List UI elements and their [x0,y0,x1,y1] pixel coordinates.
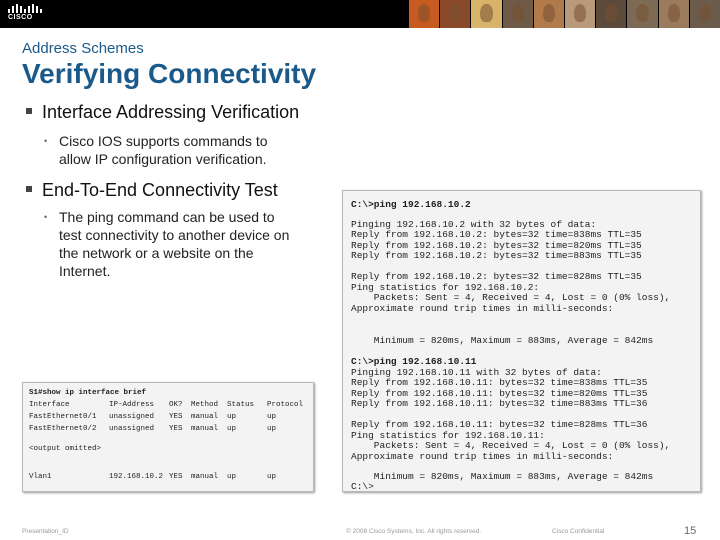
square-bullet-icon [26,186,32,192]
terminal-line: Reply from 192.168.10.2: bytes=32 time=828ms TTL=35 [351,271,642,282]
terminal-line: Reply from 192.168.10.2: bytes=32 time=838ms TTL=35 [351,229,642,240]
terminal-line: Packets: Sent = 4, Received = 4, Lost = 0 (0% loss), [351,292,671,303]
slide-title: Verifying Connectivity [22,58,317,89]
footer-copyright: © 2008 Cisco Systems, Inc. All rights reserved. [346,528,482,535]
terminal-line: Reply from 192.168.10.11: bytes=32 time=828ms TTL=36 [351,419,648,430]
terminal-line: Minimum = 820ms, Maximum = 883ms, Average = 842ms [351,471,654,482]
cisco-logo [8,4,44,24]
row2-method: manual [191,425,219,433]
header-photo [471,0,501,28]
terminal-line: Ping statistics for 192.168.10.11: [351,430,545,441]
vlan-status: up [227,473,237,481]
header-photo [659,0,689,28]
row2-protocol: up [267,425,277,433]
top-banner [0,0,720,28]
header-protocol: Protocol [267,401,304,409]
header-photo [627,0,657,28]
bullet-end-to-end [26,180,278,201]
header-ip-address: IP-Address [109,401,155,409]
row2-interface: FastEthernet0/2 [29,425,97,433]
header-photo [596,0,626,28]
terminal-line: Packets: Sent = 4, Received = 4, Lost = 0 (0% loss), [351,440,671,451]
terminal-line: C:\>ping 192.168.10.11 [351,356,477,367]
row1-ok: YES [169,413,183,421]
show-command: S1#show ip interface brief [29,389,147,397]
header-method: Method [191,401,219,409]
logo-text: CISCO [8,14,33,21]
ping-terminal-output [342,190,701,492]
sub-bullet-line: The ping command can be used to [59,209,275,225]
header-status: Status [227,401,255,409]
header-photo [565,0,595,28]
dot-bullet-icon: • [44,212,48,222]
output-omitted: <output omitted> [29,445,102,453]
header-photo [409,0,439,28]
terminal-line: C:\>ping 192.168.10.2 [351,199,471,210]
cisco-bars-icon [8,4,44,13]
vlan-protocol: up [267,473,277,481]
photo-strip [408,0,720,28]
footer-presentation-id: Presentation_ID [22,528,69,535]
header-photo [440,0,470,28]
terminal-line: Pinging 192.168.10.2 with 32 bytes of data: [351,219,597,230]
vlan-method: manual [191,473,219,481]
sub-bullet-line: allow IP configuration verification. [59,151,267,167]
bullet-interface-verification [26,102,299,123]
bullet-label: End-To-End Connectivity Test [42,180,278,200]
terminal-line: Approximate round trip times in milli-seconds: [351,451,614,462]
row1-method: manual [191,413,219,421]
dot-bullet-icon: • [44,136,48,146]
header-photo [534,0,564,28]
vlan-interface: Vlan1 [29,473,52,481]
row2-status: up [227,425,237,433]
row2-ok: YES [169,425,183,433]
sub-bullet-ios-commands [44,132,268,168]
terminal-line: Reply from 192.168.10.11: bytes=32 time=820ms TTL=35 [351,388,648,399]
terminal-line: Reply from 192.168.10.2: bytes=32 time=883ms TTL=35 [351,250,642,261]
square-bullet-icon [26,108,32,114]
terminal-line: Reply from 192.168.10.11: bytes=32 time=883ms TTL=36 [351,398,648,409]
sub-bullet-line: Cisco IOS supports commands to [59,133,268,149]
vlan-ip: 192.168.10.2 [109,473,164,481]
bullet-label: Interface Addressing Verification [42,102,300,122]
sub-bullet-line: test connectivity to another device on [59,227,290,243]
sub-bullet-line: Internet. [59,263,111,279]
terminal-line: Approximate round trip times in milli-seconds: [351,303,614,314]
terminal-line: Ping statistics for 192.168.10.2: [351,282,540,293]
terminal-line: Minimum = 820ms, Maximum = 883ms, Average = 842ms [351,335,654,346]
footer-confidential: Cisco Confidential [552,528,605,535]
row1-interface: FastEthernet0/1 [29,413,97,421]
row1-status: up [227,413,237,421]
terminal-line: C:\> [351,481,374,492]
header-photo [690,0,720,28]
terminal-line: Reply from 192.168.10.2: bytes=32 time=820ms TTL=35 [351,240,642,251]
slide-eyebrow: Address Schemes [22,40,144,57]
page-number: 15 [684,525,697,537]
header-ok: OK? [169,401,183,409]
header-interface: Interface [29,401,70,409]
show-ip-interface-terminal [22,382,314,492]
sub-bullet-line: the network or a website on the [59,245,254,261]
sub-bullet-ping [44,208,289,280]
row2-ip: unassigned [109,425,155,433]
terminal-line: Pinging 192.168.10.11 with 32 bytes of data: [351,367,602,378]
header-photo [503,0,533,28]
row1-ip: unassigned [109,413,155,421]
terminal-line: Reply from 192.168.10.11: bytes=32 time=838ms TTL=35 [351,377,648,388]
row1-protocol: up [267,413,277,421]
vlan-ok: YES [169,473,183,481]
